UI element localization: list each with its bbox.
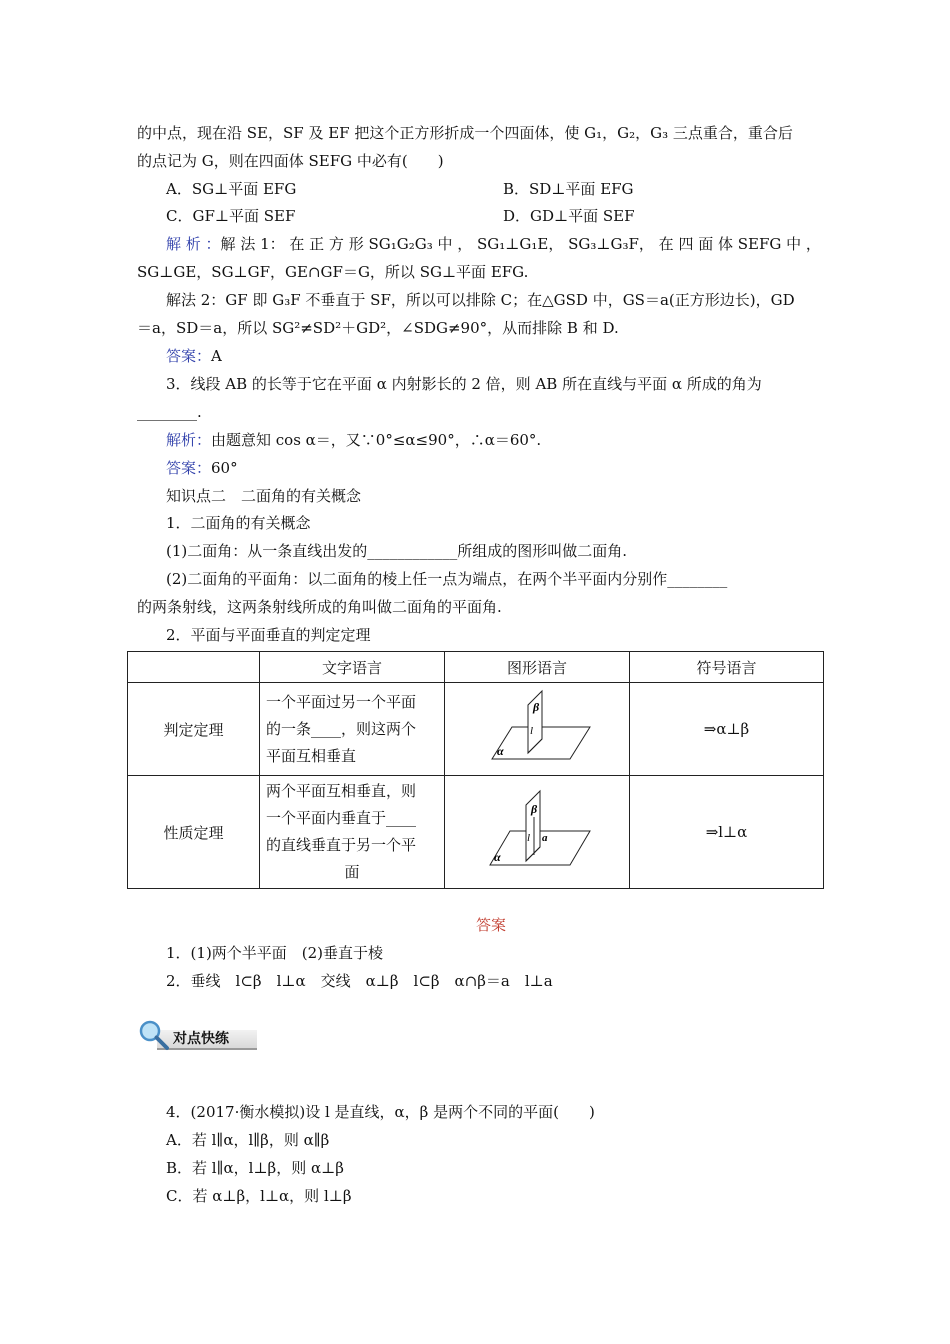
answer-label: 答案： [166,347,212,365]
q2-option-c: C．GF⊥平面 SEF [166,207,296,225]
answer-value: 60° [211,459,238,477]
line-l-label: l [527,832,531,844]
q4-option-c: C．若 α⊥β，l⊥α，则 l⊥β [166,1187,352,1205]
perpendicular-planes-figure [482,687,592,767]
statement-line: 的一条____，则这两个 [266,719,417,738]
magnifier-icon [137,1018,171,1052]
q2-option-a: A．SG⊥平面 EFG [166,180,297,198]
solution-label: 解 析 ： [166,235,221,253]
answer-line-1: 1．(1)两个半平面 (2)垂直于棱 [166,944,384,962]
table-header-cell: 文字语言 [260,652,445,683]
practice-badge [137,1018,259,1052]
q2-option-d: D．GD⊥平面 SEF [503,207,635,225]
knowledge-section-2: 2．平面与平面垂直的判定定理 [166,626,371,644]
answer-value: A [211,347,222,365]
statement-line: 面 [344,863,360,881]
theorem-symbol: ⇒α⊥β [630,683,824,776]
q2-solution-line3: 解法 2：GF 即 G₃F 不垂直于 SF，所以可以排除 C；在△GSD 中，GS＝a(正方形边长)，GD [166,291,795,309]
plane-beta-label: β [531,802,538,816]
knowledge-item-1b-line1: (2)二面角的平面角：以二面角的棱上任一点为端点，在两个半平面内分别作________ [166,570,728,588]
theorem-statement [260,776,445,889]
theorem-table [127,651,824,889]
q3-answer [166,458,238,478]
q2-solution-line1 [166,234,821,254]
theorem-statement [260,683,445,776]
theorem-figure [445,683,630,776]
q3-solution [166,430,541,450]
statement-line: 两个平面互相垂直，则 [266,782,417,800]
perpendicular-planes-figure [482,787,592,873]
q4-option-b: B．若 l∥α，l⊥β，则 α⊥β [166,1159,344,1177]
knowledge-item-1a: (1)二面角：从一条直线出发的____________所组成的图形叫做二面角. [166,542,628,560]
q2-stem-line2: 的点记为 G，则在四面体 SEFG 中必有( ) [137,152,444,170]
q2-answer [166,346,222,366]
q3-stem-line2: ________. [137,403,202,421]
answers-title: 答案 [476,916,507,934]
plane-beta-label: β [533,700,540,714]
table-row [128,683,824,776]
q2-stem-line1: 的中点，现在沿 SE，SF 及 EF 把这个正方形折成一个四面体，使 G₁，G₂，G₃ 三点重合，重合后 [137,124,793,142]
knowledge-item-1b-line2: 的两条射线，这两条射线所成的角叫做二面角的平面角. [137,598,502,616]
table-header-cell [128,652,260,683]
theorem-name: 判定定理 [128,683,260,776]
q4-stem: 4．(2017·衡水模拟)设 l 是直线，α，β 是两个不同的平面( ) [166,1103,595,1121]
q2-solution-line2: SG⊥GE，SG⊥GF，GE∩GF＝G，所以 SG⊥平面 EFG. [137,263,529,281]
knowledge-title: 知识点二 二面角的有关概念 [166,487,362,505]
solution-text: 解 法 1： 在 正 方 形 SG₁G₂G₃ 中 ， SG₁⊥G₁E， SG₃⊥G₃F， 在 四 面 体 SEFG 中 ， [220,235,821,253]
answer-line-2: 2．垂线 l⊂β l⊥α 交线 α⊥β l⊂β α∩β＝a l⊥a [166,972,553,990]
statement-line: 一个平面内垂直于____ [266,809,417,827]
theorem-symbol: ⇒l⊥α [630,776,824,889]
knowledge-section-1: 1．二面角的有关概念 [166,514,311,532]
solution-label: 解析： [166,431,212,449]
answer-label: 答案： [166,459,212,477]
q4-option-a: A．若 l∥α，l∥β，则 α∥β [166,1131,330,1149]
statement-line: 平面互相垂直 [266,746,357,765]
table-header-cell: 符号语言 [630,652,824,683]
plane-alpha-label: α [494,850,501,864]
solution-text: 由题意知 cos α＝，又∵0°≤α≤90°，∴α＝60°. [211,431,542,449]
line-l-label: l [530,725,534,737]
q2-option-b: B．SD⊥平面 EFG [503,180,634,198]
table-header-cell: 图形语言 [445,652,630,683]
q3-stem-line1: 3．线段 AB 的长等于它在平面 α 内射影长的 2 倍，则 AB 所在直线与平面 α 所成的角为 [166,375,762,393]
statement-line: 的直线垂直于另一个平 [266,836,417,854]
table-row [128,776,824,889]
q2-solution-line4: ＝a，SD＝a，所以 SG²≠SD²＋GD²，∠SDG≠90°，从而排除 B 和 D. [137,319,619,337]
line-a-label: a [542,832,548,844]
theorem-name: 性质定理 [128,776,260,889]
plane-alpha-label: α [497,744,504,758]
badge-label: 对点快练 [173,1031,229,1047]
statement-line: 一个平面过另一个平面 [266,692,417,711]
table-header-row [128,652,824,683]
theorem-figure [445,776,630,889]
